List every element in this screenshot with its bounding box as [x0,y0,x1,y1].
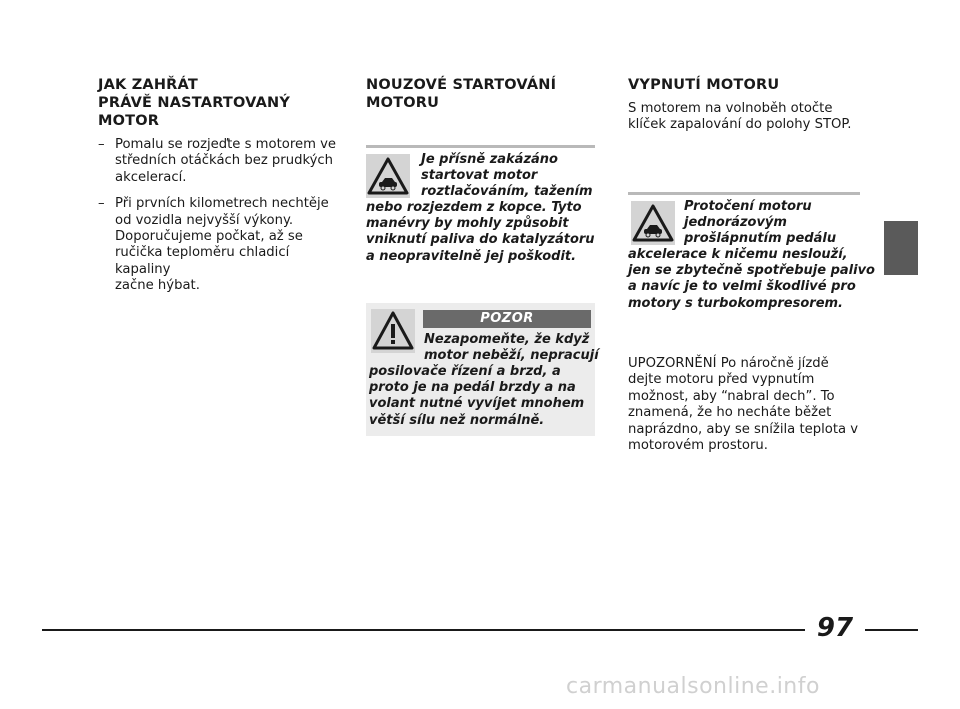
warning-line: roztlačováním, tažením [421,184,593,200]
warning-text-body [628,247,875,312]
warning-line: proto je na pedál brzdy a na [369,380,576,396]
warmup-list [98,137,348,295]
warning-line: motor neběží, nepracují [424,348,599,364]
car-warning-icon [366,154,410,198]
warning-divider [628,192,860,195]
watermark: carmanualsonline.info [566,674,820,699]
warning-line: větší sílu než normálně. [369,412,545,428]
page-number: 97 [816,613,854,643]
list-line: Při prvních kilometrech nechtěje [115,196,329,212]
chapter-tab [884,221,918,275]
list-dash: – [98,196,105,212]
list-line: ručička teploměru chladicí kapaliny [115,245,290,277]
pozor-text-body [369,364,584,429]
text-line: S motorem na volnoběh otočte [628,101,833,116]
list-line: od vozidla nejvyšší výkony. [115,212,294,228]
text-line: naprázdno, aby se snížila teplota v [628,421,859,437]
warning-line: jen se zbytečně spotřebuje palivo [628,263,875,279]
list-item [98,137,348,186]
heading-line: JAK ZAHŘÁT [98,77,198,93]
warning-line: startovat motor [421,168,538,184]
warning-divider [366,145,595,148]
list-line: akcelerací. [115,169,187,185]
footer-rule-right [865,629,918,631]
warning-line: prošlápnutím pedálu [684,231,837,247]
list-line: začne hýbat. [115,278,200,294]
engine-off-text [628,101,852,134]
list-dash: – [98,137,105,152]
warning-text-head [421,152,593,201]
warning-line: Protočení motoru [684,199,812,214]
warning-text-body [366,200,595,265]
warning-line: a neopravitelně jej poškodit. [366,248,577,264]
warning-line: manévry by mohly způsobit [366,216,569,232]
pozor-text-head [424,332,599,364]
warning-line: volant nutné vyvíjet mnohem [369,396,585,412]
section-heading-engine-off: VYPNUTÍ MOTORU [628,77,780,93]
warning-line: motory s turbokompresorem. [628,295,843,311]
pozor-label: POZOR [423,310,591,328]
warning-line: nebo rozjezdem z kopce. Tyto [366,200,582,215]
exclamation-warning-icon [371,309,415,353]
warning-line: Nezapomeňte, že když [424,332,590,347]
warning-line: posilovače řízení a brzd, a [369,364,561,379]
list-line: Pomalu se rozjeďte s motorem ve [115,137,337,152]
text-line: UPOZORNĚNÍ Po náročně jízdě [628,356,829,371]
text-line: znamená, že ho necháte běžet [628,405,832,421]
warning-line: vniknutí paliva do katalyzátoru [366,232,595,248]
warning-text-head [684,199,836,248]
text-line: dejte motoru před vypnutím [628,372,815,388]
heading-line: MOTORU [366,95,440,111]
text-line: klíček zapalování do polohy STOP. [628,117,852,133]
warning-line: a navíc je to velmi škodlivé pro [628,279,856,295]
heading-line: NOUZOVÉ STARTOVÁNÍ [366,77,557,93]
footer-rule-left [42,629,805,631]
note-text [628,356,858,454]
warning-line: jednorázovým [684,215,787,231]
section-heading-warmup [98,76,290,130]
car-warning-icon [631,201,675,245]
section-heading-emergency-start [366,76,556,112]
list-line: středních otáčkách bez prudkých [115,153,334,169]
list-item [98,196,348,294]
warning-line: akcelerace k ničemu neslouží, [628,247,848,262]
text-line: motorovém prostoru. [628,438,768,454]
heading-line: MOTOR [98,113,160,129]
list-line: Doporučujeme počkat, až se [115,229,303,245]
text-line: možnost, aby “nabral dech”. To [628,388,835,404]
warning-line: Je přísně zakázáno [421,152,558,167]
heading-line: PRÁVĚ NASTARTOVANÝ [98,95,291,111]
